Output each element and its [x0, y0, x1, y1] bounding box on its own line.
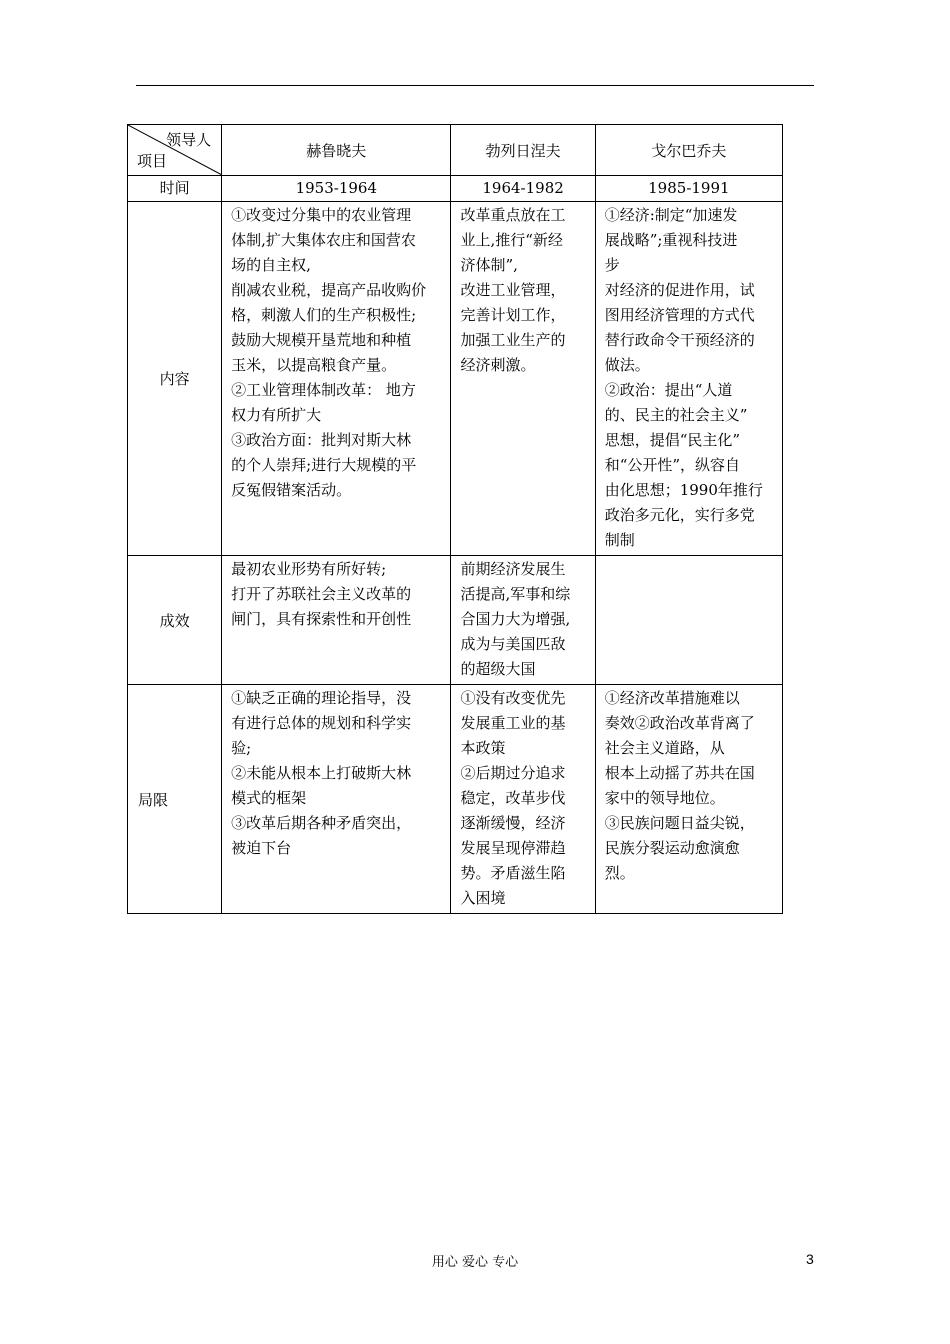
cell-text-line: 活提高,军事和综 [460, 585, 571, 603]
cell-text-line: 的个人崇拜;进行大规模的平 [231, 456, 417, 474]
cell-text-line: 政治多元化，实行多党 [604, 506, 755, 524]
cell-text-line: 图用经济管理的方式代 [604, 306, 755, 324]
cell-text-line: 改进工业管理， [460, 281, 566, 299]
leader-brezhnev: 勃列日涅夫 [451, 125, 595, 176]
cell-text-line: 发展重工业的基 [460, 714, 566, 732]
cell-text-line: 业上,推行“新经 [460, 231, 563, 249]
cell-text-line: 家中的领导地位。 [604, 789, 725, 807]
row-label-limit: 局限 [128, 685, 222, 914]
header-item-label: 项目 [137, 152, 168, 170]
limit-gorbachev [595, 685, 782, 914]
row-label-time: 时间 [128, 176, 222, 202]
cell-text-line: 场的自主权, [231, 256, 311, 274]
cell-text-line: ②未能从根本上打破斯大林 [231, 764, 412, 782]
cell-text-line: 势。矛盾滋生陷 [460, 864, 566, 882]
row-label-content: 内容 [128, 202, 222, 556]
page-number: 3 [806, 1251, 814, 1267]
cell-text-line: 有进行总体的规划和科学实 [231, 714, 412, 732]
cell-text-line: 制制 [604, 531, 635, 549]
cell-text-line: 由化思想；1990年推行 [604, 481, 763, 499]
cell-text-line: 格，刺激人们的生产积极性; [231, 306, 417, 324]
table-header-row [128, 125, 783, 176]
table-row-limit [128, 685, 783, 914]
cell-text-line: 和“公开性”，纵容自 [604, 456, 741, 474]
time-khrushchev: 1953-1964 [222, 176, 451, 202]
cell-text-line: 根本上动摇了苏共在国 [604, 764, 755, 782]
cell-text-line: 完善计划工作， [460, 306, 566, 324]
cell-text-line: 体制,扩大集体农庄和国营农 [231, 231, 416, 249]
cell-text-line: 做法。 [604, 356, 650, 374]
cell-text-line: 闸门，具有探索性和开创性 [231, 610, 412, 628]
cell-text-line: 的超级大国 [460, 660, 536, 678]
cell-text-line: 最初农业形势有所好转; [231, 560, 387, 578]
cell-text-line: 前期经济发展生 [460, 560, 566, 578]
cell-text-line: 对经济的促进作用，试 [604, 281, 755, 299]
cell-text-line: 玉米，以提高粮食产量。 [231, 356, 397, 374]
limit-brezhnev [451, 685, 595, 914]
time-brezhnev: 1964-1982 [451, 176, 595, 202]
leader-gorbachev: 戈尔巴乔夫 [595, 125, 782, 176]
cell-text-line: 的、民主的社会主义” [604, 406, 748, 424]
cell-text-line: 打开了苏联社会主义改革的 [231, 585, 412, 603]
reform-comparison-table [127, 124, 783, 914]
cell-text-line: 权力有所扩大 [231, 406, 322, 424]
cell-text-line: 成为与美国匹敌 [460, 635, 566, 653]
cell-text-line: 被迫下台 [231, 839, 292, 857]
cell-text-line: 反冤假错案活动。 [231, 481, 352, 499]
limit-khrushchev [222, 685, 451, 914]
leader-khrushchev: 赫鲁晓夫 [222, 125, 451, 176]
cell-text-line: 步 [604, 256, 620, 274]
table-row-content [128, 202, 783, 556]
header-rule [136, 85, 814, 86]
footer-slogan: 用心 爱心 专心 [431, 1255, 519, 1270]
cell-text-line: ③政治方面：批判对斯大林 [231, 431, 412, 449]
content-khrushchev [222, 202, 451, 556]
cell-text-line: 替行政命令干预经济的 [604, 331, 755, 349]
cell-text-line: ①缺乏正确的理论指导，没 [231, 689, 412, 707]
row-label-result: 成效 [128, 556, 222, 685]
cell-text-line: ③民族问题日益尖锐， [604, 814, 755, 832]
diagonal-header-cell [128, 125, 222, 176]
cell-text-line: 改革重点放在工 [460, 206, 566, 224]
header-leader-label: 领导人 [166, 131, 212, 149]
cell-text-line: 本政策 [460, 739, 506, 757]
cell-text-line: ③改革后期各种矛盾突出， [231, 814, 412, 832]
cell-text-line: 社会主义道路，从 [604, 739, 725, 757]
cell-text-line: ①没有改变优先 [460, 689, 566, 707]
cell-text-line: 发展呈现停滞趋 [460, 839, 566, 857]
table-row-result [128, 556, 783, 685]
cell-text-line: ②工业管理体制改革： 地方 [231, 381, 416, 399]
cell-text-line: 入困境 [460, 889, 506, 907]
cell-text-line: 思想，提倡“民主化” [604, 431, 741, 449]
result-khrushchev [222, 556, 451, 685]
cell-text-line: 烈。 [604, 864, 635, 882]
cell-text-line: ②政治：提出“人道 [604, 381, 733, 399]
time-gorbachev: 1985-1991 [595, 176, 782, 202]
content-brezhnev [451, 202, 595, 556]
cell-text-line: 奏效②政治改革背离了 [604, 714, 755, 732]
cell-text-line: ①经济:制定“加速发 [604, 206, 738, 224]
cell-text-line: ①经济改革措施难以 [604, 689, 740, 707]
result-gorbachev [595, 556, 782, 685]
cell-text-line: 展战略”;重视科技进 [604, 231, 738, 249]
cell-text-line: 经济刺激。 [460, 356, 536, 374]
cell-text-line: 逐渐缓慢，经济 [460, 814, 566, 832]
content-gorbachev [595, 202, 782, 556]
cell-text-line: 鼓励大规模开垦荒地和种植 [231, 331, 412, 349]
cell-text-line: 民族分裂运动愈演愈 [604, 839, 740, 857]
cell-text-line: 验; [231, 739, 252, 757]
cell-text-line: 济体制”, [460, 256, 518, 274]
cell-text-line: 稳定，改革步伐 [460, 789, 566, 807]
cell-text-line: 模式的框架 [231, 789, 307, 807]
cell-text-line: 合国力大为增强, [460, 610, 571, 628]
cell-text-line: 削减农业税，提高产品收购价 [231, 281, 427, 299]
cell-text-line: ①改变过分集中的农业管理 [231, 206, 412, 224]
table-row-time [128, 176, 783, 202]
result-brezhnev [451, 556, 595, 685]
cell-text-line: ②后期过分追求 [460, 764, 566, 782]
cell-text-line: 加强工业生产的 [460, 331, 566, 349]
